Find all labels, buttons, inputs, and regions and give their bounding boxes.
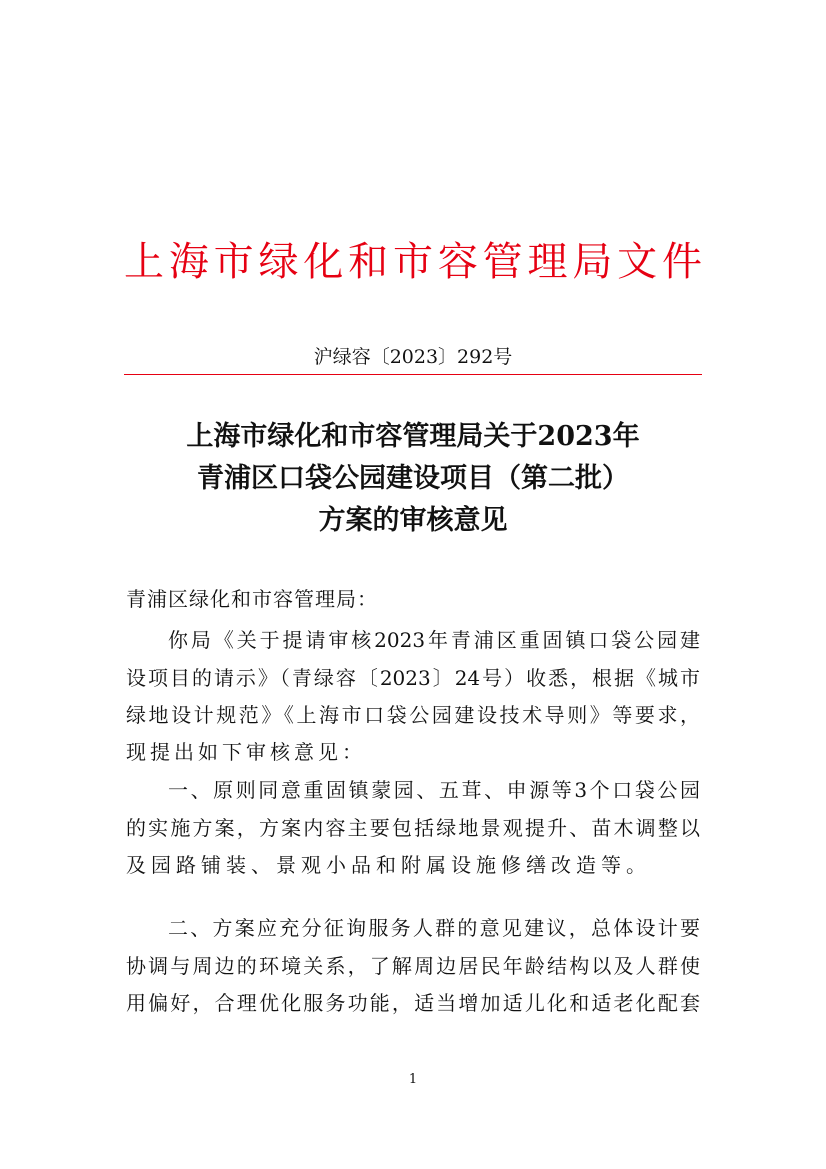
- red-divider: [124, 374, 702, 375]
- body-line: 设项目的请示》（青绿容〔2023〕24号）收悉，根据《城市: [126, 666, 700, 690]
- body-line: 现提出如下审核意见：: [126, 740, 366, 764]
- document-title-line-3: 方案的审核意见: [318, 505, 508, 536]
- body-line: 绿地设计规范》《上海市口袋公园建设技术导则》等要求，: [126, 703, 700, 727]
- salutation: 青浦区绿化和市容管理局：: [126, 587, 378, 611]
- body-line: 二、方案应充分征询服务人群的意见建议，总体设计要: [168, 916, 700, 940]
- page-number: 1: [408, 1072, 418, 1087]
- body-line: 的实施方案，方案内容主要包括绿地景观提升、苗木调整以: [126, 816, 700, 840]
- body-line: 一、原则同意重固镇蒙园、五茸、申源等3个口袋公园: [168, 778, 700, 802]
- body-line: 用偏好，合理优化服务功能，适当增加适儿化和适老化配套: [126, 991, 700, 1015]
- body-line: 及园路铺装、景观小品和附属设施修缮改造等。: [126, 853, 651, 877]
- document-title-line-2: 青浦区口袋公园建设项目（第二批）: [197, 463, 629, 494]
- body-line: 协调与周边的环境关系，了解周边居民年龄结构以及人群使: [126, 954, 700, 978]
- document-number: 沪绿容〔2023〕292号: [313, 346, 513, 368]
- document-title-line-1: 上海市绿化和市容管理局关于2023年: [186, 421, 640, 452]
- body-line: 你局《关于提请审核2023年青浦区重固镇口袋公园建: [168, 628, 700, 652]
- document-header-title: 上海市绿化和市容管理局文件: [124, 239, 702, 285]
